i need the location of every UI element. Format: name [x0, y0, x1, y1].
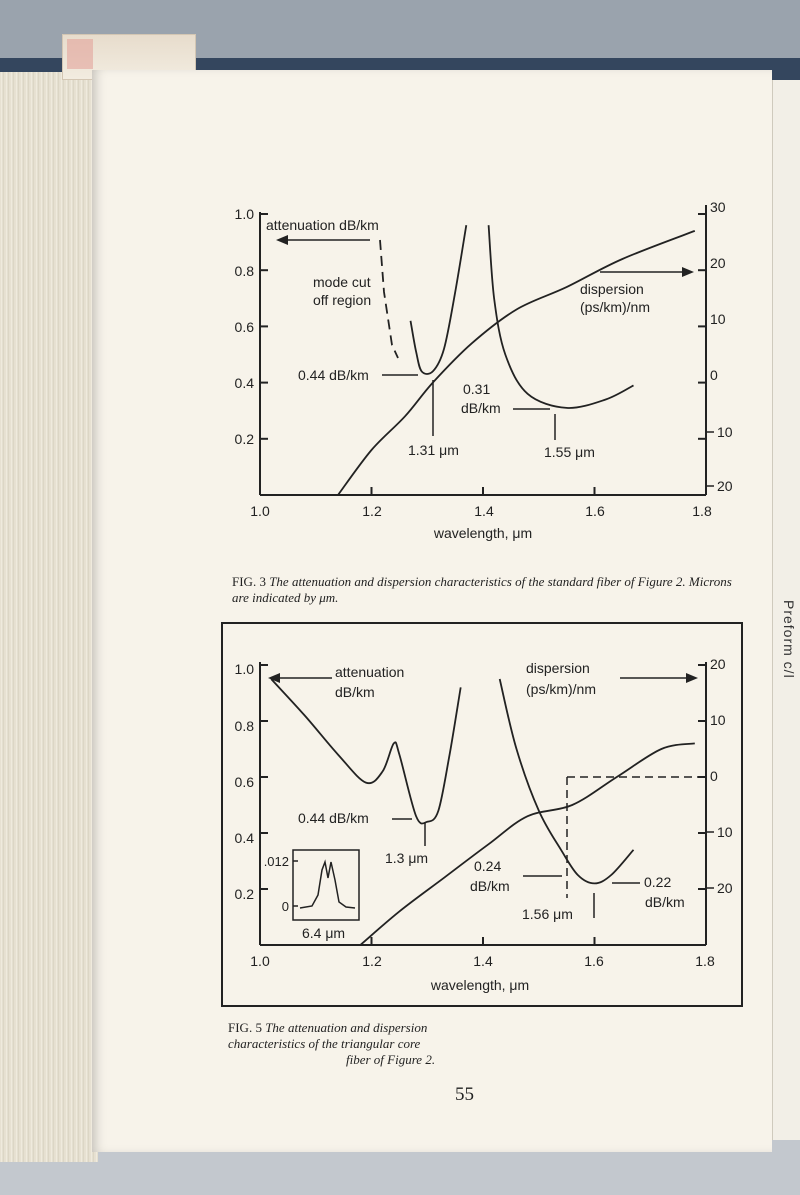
fig3-dispersion-label: (ps/km)/nm: [580, 299, 650, 315]
fig3-caption-text: The attenuation and dispersion characteristics of the standard fiber of Figure 2. Microns are indicated by μm.: [232, 574, 732, 605]
fig5-ytick-left-label: 0.8: [234, 718, 254, 734]
fig5-inset-frame: [293, 850, 359, 920]
fig3-ytick-left-label: 0.4: [234, 375, 254, 391]
fig3-chart: [235, 199, 733, 541]
fig5-inset-caption: 6.4 μm: [302, 925, 346, 941]
fig5-caption-label: FIG. 5: [228, 1020, 262, 1035]
fig3-ytick-right-label: 20: [710, 255, 726, 271]
fig5-xtick-label: 1.8: [695, 953, 715, 969]
fig5-min2-label: dB/km: [470, 878, 510, 894]
fig3-xtick-label: 1.0: [250, 503, 270, 519]
fig5-ytick-right-label: 20: [717, 880, 733, 896]
fig5-w1-label: 1.3 μm: [385, 850, 429, 866]
fig5-x-axis-label: wavelength, μm: [430, 977, 530, 993]
fig5-xtick-label: 1.2: [362, 953, 382, 969]
fig5-dispersion-label: dispersion: [526, 660, 590, 676]
fig3-mode-cut-label: off region: [313, 292, 372, 308]
fig5-attenuation-label: attenuation: [335, 664, 405, 680]
fig5-inset-label: 0: [281, 899, 289, 914]
fig3-xtick-label: 1.4: [474, 503, 494, 519]
fig3-xtick-label: 1.8: [692, 503, 712, 519]
fig5-min1-label: 0.44 dB/km: [298, 810, 369, 826]
fig5-ytick-right-label: 20: [710, 656, 726, 672]
fig3-w1-label: 1.31 μm: [408, 442, 459, 458]
fig3-min1-label: 0.44 dB/km: [298, 367, 369, 383]
spine-label: Preform c/l: [781, 600, 797, 679]
fig3-cutoff-dashed: [380, 240, 398, 358]
fig5-w2-label: 1.56 μm: [522, 906, 573, 922]
fig5-attenuation-label: dB/km: [335, 684, 375, 700]
fig5-ytick-right-label: 10: [710, 712, 726, 728]
fig3-ytick-left-label: 1.0: [234, 206, 254, 222]
fig5-ytick-right-label: 0: [710, 768, 718, 784]
fig3-ytick-left-label: 0.8: [234, 263, 254, 279]
fig5-axes: [260, 662, 706, 945]
fig5-min2-label: 0.24: [474, 858, 502, 874]
fig3-dispersion-label: dispersion: [580, 281, 644, 297]
fig5-arrowhead: [686, 673, 698, 683]
fig5-ytick-left-label: 0.4: [234, 830, 254, 846]
fig3-x-axis-label: wavelength, μm: [433, 525, 533, 541]
fig3-ytick-right-label: 30: [710, 199, 726, 215]
fig3-caption: [232, 574, 732, 606]
fig5-ytick-left-label: 0.2: [234, 886, 254, 902]
fig3-attenuation-curve: [411, 225, 467, 374]
fig5-chart: [235, 656, 733, 993]
fig3-ytick-left-label: 0.6: [234, 319, 254, 335]
fig3-ytick-right-label: 10: [710, 311, 726, 327]
fig3-caption-label: FIG. 3: [232, 574, 266, 589]
fig3-attenuation-label: attenuation dB/km: [266, 217, 379, 233]
fig5-caption: [228, 1020, 488, 1068]
fig5-caption-text: characteristics of the triangular core: [228, 1036, 421, 1051]
fig3-dispersion-curve: [338, 231, 695, 495]
fig3-attenuation-curve: [489, 225, 634, 408]
fig5-ytick-left-label: 1.0: [234, 661, 254, 677]
fig5-caption-text: The attenuation and dispersion: [265, 1020, 428, 1035]
fig3-min2-label: dB/km: [461, 400, 501, 416]
fig5-ytick-left-label: 0.6: [234, 774, 254, 790]
fig3-min2-label: 0.31: [463, 381, 491, 397]
fig5-inset-label: .012: [263, 854, 289, 869]
fig3-arrowhead: [276, 235, 288, 245]
page-number: 55: [455, 1084, 474, 1105]
fig3-ytick-right-label: 0: [710, 367, 718, 383]
fig3-w2-label: 1.55 μm: [544, 444, 595, 460]
fig3-mode-cut-label: mode cut: [313, 274, 371, 290]
fig5-ytick-right-label: 10: [717, 824, 733, 840]
fig5-xtick-label: 1.4: [473, 953, 493, 969]
fig5-inset-curve: [300, 862, 355, 908]
fig5-min3-label: 0.22: [644, 874, 672, 890]
fig5-xtick-label: 1.6: [584, 953, 604, 969]
fig5-xtick-label: 1.0: [250, 953, 270, 969]
fig3-xtick-label: 1.2: [362, 503, 382, 519]
fig5-dispersion-label: (ps/km)/nm: [526, 681, 596, 697]
fig3-ytick-left-label: 0.2: [234, 431, 254, 447]
fig3-ytick-right-label: 10: [717, 424, 733, 440]
fig3-axes: [260, 205, 706, 495]
fig3-ytick-right-label: 20: [717, 478, 733, 494]
fig5-attenuation-curve: [271, 679, 461, 824]
fig5-min3-label: dB/km: [645, 894, 685, 910]
fig3-arrowhead: [682, 267, 694, 277]
fig3-xtick-label: 1.6: [585, 503, 605, 519]
fig5-caption-text: fiber of Figure 2.: [346, 1052, 436, 1067]
